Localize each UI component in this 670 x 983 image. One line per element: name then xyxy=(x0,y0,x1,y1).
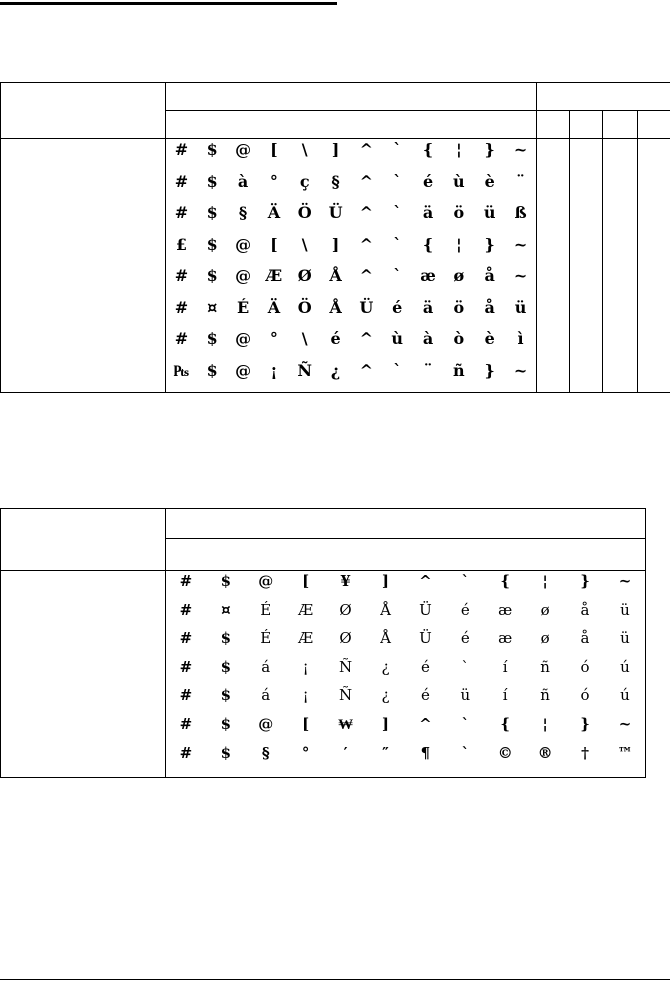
character-cell: ^ xyxy=(359,234,374,254)
character-cell: ú xyxy=(620,657,630,676)
character-cell: ù xyxy=(391,329,404,348)
character-cell: Ø xyxy=(339,600,352,619)
character-grid xyxy=(166,572,645,772)
character-cell: ø xyxy=(540,629,550,648)
character-cell: ä xyxy=(422,203,434,222)
character-cell: ` xyxy=(393,171,402,191)
character-row xyxy=(166,329,536,361)
character-cell: í xyxy=(502,657,508,676)
character-cell: # xyxy=(179,743,193,762)
character-cell: Æ xyxy=(298,600,314,619)
character-cell: $ xyxy=(206,360,218,380)
international-charset-table xyxy=(0,82,670,393)
character-cell: } xyxy=(484,140,495,159)
character-cell: ` xyxy=(393,266,402,285)
character-cell: } xyxy=(484,360,495,380)
top-rule xyxy=(0,2,337,5)
character-cell: \ xyxy=(301,140,308,159)
character-row xyxy=(166,235,536,267)
character-cell: á xyxy=(261,657,271,676)
header-cell xyxy=(166,83,537,111)
character-cell: ø xyxy=(540,600,550,619)
character-cell: ¤ xyxy=(221,600,231,619)
character-cell: ~ xyxy=(513,360,528,380)
character-cell: æ xyxy=(498,629,513,648)
character-cell: é xyxy=(460,600,470,619)
character-row xyxy=(166,140,536,172)
character-cell: ì xyxy=(517,329,524,348)
character-cell: Ü xyxy=(419,629,432,648)
character-cell: å xyxy=(484,297,495,317)
character-cell: $ xyxy=(206,329,218,348)
character-cell: ] xyxy=(331,140,340,159)
header-cell xyxy=(166,539,646,571)
character-grid-cell xyxy=(166,139,537,393)
additional-charset-table xyxy=(0,508,646,778)
character-cell: à xyxy=(422,329,434,348)
character-cell: ¿ xyxy=(381,686,390,705)
character-cell: Ü xyxy=(419,600,432,619)
data-cell xyxy=(537,139,570,393)
character-cell: ` xyxy=(461,657,470,676)
character-cell: ™ xyxy=(617,743,633,762)
character-cell: æ xyxy=(420,266,436,285)
character-cell: $ xyxy=(206,171,218,191)
character-cell: # xyxy=(179,629,193,648)
character-cell: Æ xyxy=(265,266,283,285)
character-cell: $ xyxy=(220,657,232,676)
character-cell: \ xyxy=(301,329,308,348)
character-cell: @ xyxy=(258,714,274,733)
character-cell: ¥ xyxy=(340,572,351,590)
character-cell: ^ xyxy=(419,572,432,590)
character-cell: Æ xyxy=(298,629,314,648)
character-cell: # xyxy=(179,600,193,619)
character-cell: $ xyxy=(206,140,218,159)
character-cell: [ xyxy=(270,234,278,254)
character-row xyxy=(166,203,536,235)
character-row xyxy=(166,361,536,393)
character-cell: Ä xyxy=(267,297,281,317)
data-cell xyxy=(638,139,670,393)
header-cell xyxy=(570,111,603,139)
character-cell: å xyxy=(580,629,590,648)
character-row xyxy=(166,658,645,687)
header-cell xyxy=(166,509,646,539)
character-cell: ó xyxy=(580,657,590,676)
character-cell: Ä xyxy=(267,203,281,222)
character-cell: Ñ xyxy=(297,360,313,380)
character-cell: ₧ xyxy=(173,360,190,380)
character-cell: å xyxy=(484,266,495,285)
character-cell: ~ xyxy=(618,572,632,590)
character-cell: ] xyxy=(331,234,340,254)
header-cell xyxy=(638,111,670,139)
character-cell: ñ xyxy=(540,657,550,676)
header-cell xyxy=(166,111,537,139)
character-cell: # xyxy=(174,297,189,317)
character-cell: ^ xyxy=(359,140,374,159)
character-cell: ^ xyxy=(359,203,374,222)
character-cell: ` xyxy=(393,234,402,254)
character-cell: ″ xyxy=(382,743,389,762)
character-row xyxy=(166,572,645,601)
character-row xyxy=(166,298,536,330)
character-grid-cell xyxy=(166,571,646,778)
character-row xyxy=(166,601,645,630)
character-cell: ¡ xyxy=(302,657,309,676)
character-cell: ¨ xyxy=(516,171,525,191)
character-cell: ü xyxy=(460,686,471,705)
character-cell: @ xyxy=(235,140,252,159)
character-cell: $ xyxy=(220,714,232,733)
character-cell: ø xyxy=(453,266,465,285)
character-cell: # xyxy=(179,686,193,705)
character-cell: ^ xyxy=(359,266,374,285)
character-cell: ` xyxy=(461,743,470,762)
character-cell: { xyxy=(500,572,511,590)
header-cell xyxy=(537,111,570,139)
character-cell: $ xyxy=(220,572,232,590)
character-cell: # xyxy=(179,572,193,590)
character-cell: $ xyxy=(220,743,232,762)
character-cell: ß xyxy=(514,203,527,222)
character-cell: Å xyxy=(329,266,342,285)
character-cell: ¡ xyxy=(302,686,309,705)
character-cell: ′ xyxy=(343,743,348,762)
character-row xyxy=(166,744,645,773)
header-cell xyxy=(603,111,638,139)
header-cell xyxy=(537,83,670,111)
character-cell: é xyxy=(420,686,430,705)
character-cell: Ø xyxy=(297,266,312,285)
character-cell: £ xyxy=(175,234,187,254)
character-cell: ® xyxy=(537,743,553,762)
character-cell: á xyxy=(261,686,271,705)
character-cell: { xyxy=(422,140,434,159)
character-cell: è xyxy=(484,171,495,191)
character-cell: é xyxy=(392,297,403,317)
character-cell: } xyxy=(484,234,495,254)
character-cell: ` xyxy=(461,572,470,590)
character-cell: { xyxy=(422,234,434,254)
bottom-rule xyxy=(0,979,670,980)
character-cell: É xyxy=(236,297,250,317)
character-cell: Ñ xyxy=(339,657,353,676)
character-cell: è xyxy=(484,329,495,348)
character-cell: @ xyxy=(235,360,252,380)
character-cell: ü xyxy=(483,203,496,222)
character-cell: ] xyxy=(381,714,390,733)
character-cell: { xyxy=(500,714,511,733)
character-cell: © xyxy=(497,743,513,762)
character-cell: ¤ xyxy=(207,297,218,317)
character-cell: æ xyxy=(498,600,513,619)
character-cell: ¦ xyxy=(455,234,462,254)
character-cell: } xyxy=(580,572,590,590)
character-cell: [ xyxy=(302,714,310,733)
character-cell: ¡ xyxy=(270,360,278,380)
character-cell: ^ xyxy=(419,714,432,733)
character-cell: å xyxy=(580,600,590,619)
character-cell: ~ xyxy=(513,266,528,285)
character-cell: ¦ xyxy=(542,572,548,590)
character-cell: # xyxy=(174,203,189,222)
character-cell: ó xyxy=(580,686,590,705)
character-cell: # xyxy=(179,657,193,676)
character-cell: ñ xyxy=(453,360,465,380)
character-cell: $ xyxy=(220,629,232,648)
character-cell: # xyxy=(174,329,189,348)
character-cell: @ xyxy=(235,329,252,348)
character-cell: é xyxy=(460,629,470,648)
character-cell: ¿ xyxy=(330,360,341,380)
character-cell: [ xyxy=(270,140,278,159)
character-cell: # xyxy=(179,714,193,733)
character-cell: ù xyxy=(453,171,465,191)
character-cell: ~ xyxy=(513,234,528,254)
character-cell: Å xyxy=(380,600,391,619)
character-cell: § xyxy=(238,203,248,222)
character-cell: ¿ xyxy=(381,657,390,676)
character-cell: ^ xyxy=(359,171,374,191)
character-cell: # xyxy=(174,140,189,159)
character-row xyxy=(166,266,536,298)
data-cell xyxy=(570,139,603,393)
data-cell xyxy=(603,139,638,393)
country-label-cell xyxy=(1,571,166,778)
character-cell: Ö xyxy=(297,297,312,317)
character-cell: ` xyxy=(393,360,402,380)
character-cell: ú xyxy=(620,686,630,705)
character-row xyxy=(166,172,536,204)
character-row xyxy=(166,629,645,658)
character-cell: ¨ xyxy=(424,360,433,380)
character-row xyxy=(166,686,645,715)
header-cell xyxy=(1,509,166,571)
character-cell: ° xyxy=(301,743,310,762)
character-cell: $ xyxy=(206,203,218,222)
header-cell xyxy=(1,83,166,139)
character-cell: ü xyxy=(620,629,630,648)
character-cell: ] xyxy=(381,572,390,590)
character-cell: ~ xyxy=(513,140,528,159)
character-cell: ü xyxy=(620,600,630,619)
character-cell: É xyxy=(260,600,272,619)
character-cell: ` xyxy=(461,714,470,733)
character-grid xyxy=(166,140,536,392)
character-cell: ^ xyxy=(359,360,374,380)
character-cell: § xyxy=(331,171,340,191)
character-cell: é xyxy=(420,657,430,676)
character-cell: ° xyxy=(269,329,278,348)
character-cell: ₩ xyxy=(338,714,354,733)
character-cell: à xyxy=(237,171,249,191)
character-cell: $ xyxy=(206,234,218,254)
character-cell: $ xyxy=(220,686,232,705)
character-cell: ¦ xyxy=(542,714,548,733)
character-cell: Ö xyxy=(297,203,312,222)
character-cell: í xyxy=(502,686,508,705)
character-cell: # xyxy=(174,171,189,191)
character-cell: ° xyxy=(269,171,278,191)
character-cell: Ø xyxy=(339,629,352,648)
character-cell: É xyxy=(260,629,272,648)
character-cell: ~ xyxy=(618,714,632,733)
character-cell: ¦ xyxy=(455,140,462,159)
character-cell: é xyxy=(422,171,434,191)
character-cell: ü xyxy=(514,297,527,317)
character-cell: } xyxy=(580,714,590,733)
character-cell: Ü xyxy=(328,203,343,222)
character-cell: ` xyxy=(393,140,402,159)
character-cell: $ xyxy=(206,266,218,285)
character-cell: ö xyxy=(453,297,465,317)
character-cell: Ü xyxy=(359,297,374,317)
character-cell: † xyxy=(581,743,589,762)
character-cell: ^ xyxy=(359,329,374,348)
character-cell: ç xyxy=(299,171,310,191)
character-cell: [ xyxy=(302,572,310,590)
character-cell: @ xyxy=(258,572,274,590)
character-cell: ö xyxy=(453,203,465,222)
character-cell: Ñ xyxy=(339,686,353,705)
character-cell: ñ xyxy=(540,686,550,705)
character-cell: ä xyxy=(422,297,434,317)
character-cell: # xyxy=(174,266,189,285)
character-cell: é xyxy=(330,329,341,348)
character-cell: Å xyxy=(329,297,342,317)
character-cell: @ xyxy=(235,266,252,285)
character-cell: ¶ xyxy=(420,743,431,762)
character-cell: @ xyxy=(235,234,252,254)
character-cell: \ xyxy=(301,234,308,254)
character-cell: Å xyxy=(380,629,391,648)
country-label-cell xyxy=(1,139,166,393)
character-cell: ò xyxy=(453,329,465,348)
character-cell: ` xyxy=(393,203,402,222)
character-cell: § xyxy=(261,743,270,762)
character-row xyxy=(166,715,645,744)
